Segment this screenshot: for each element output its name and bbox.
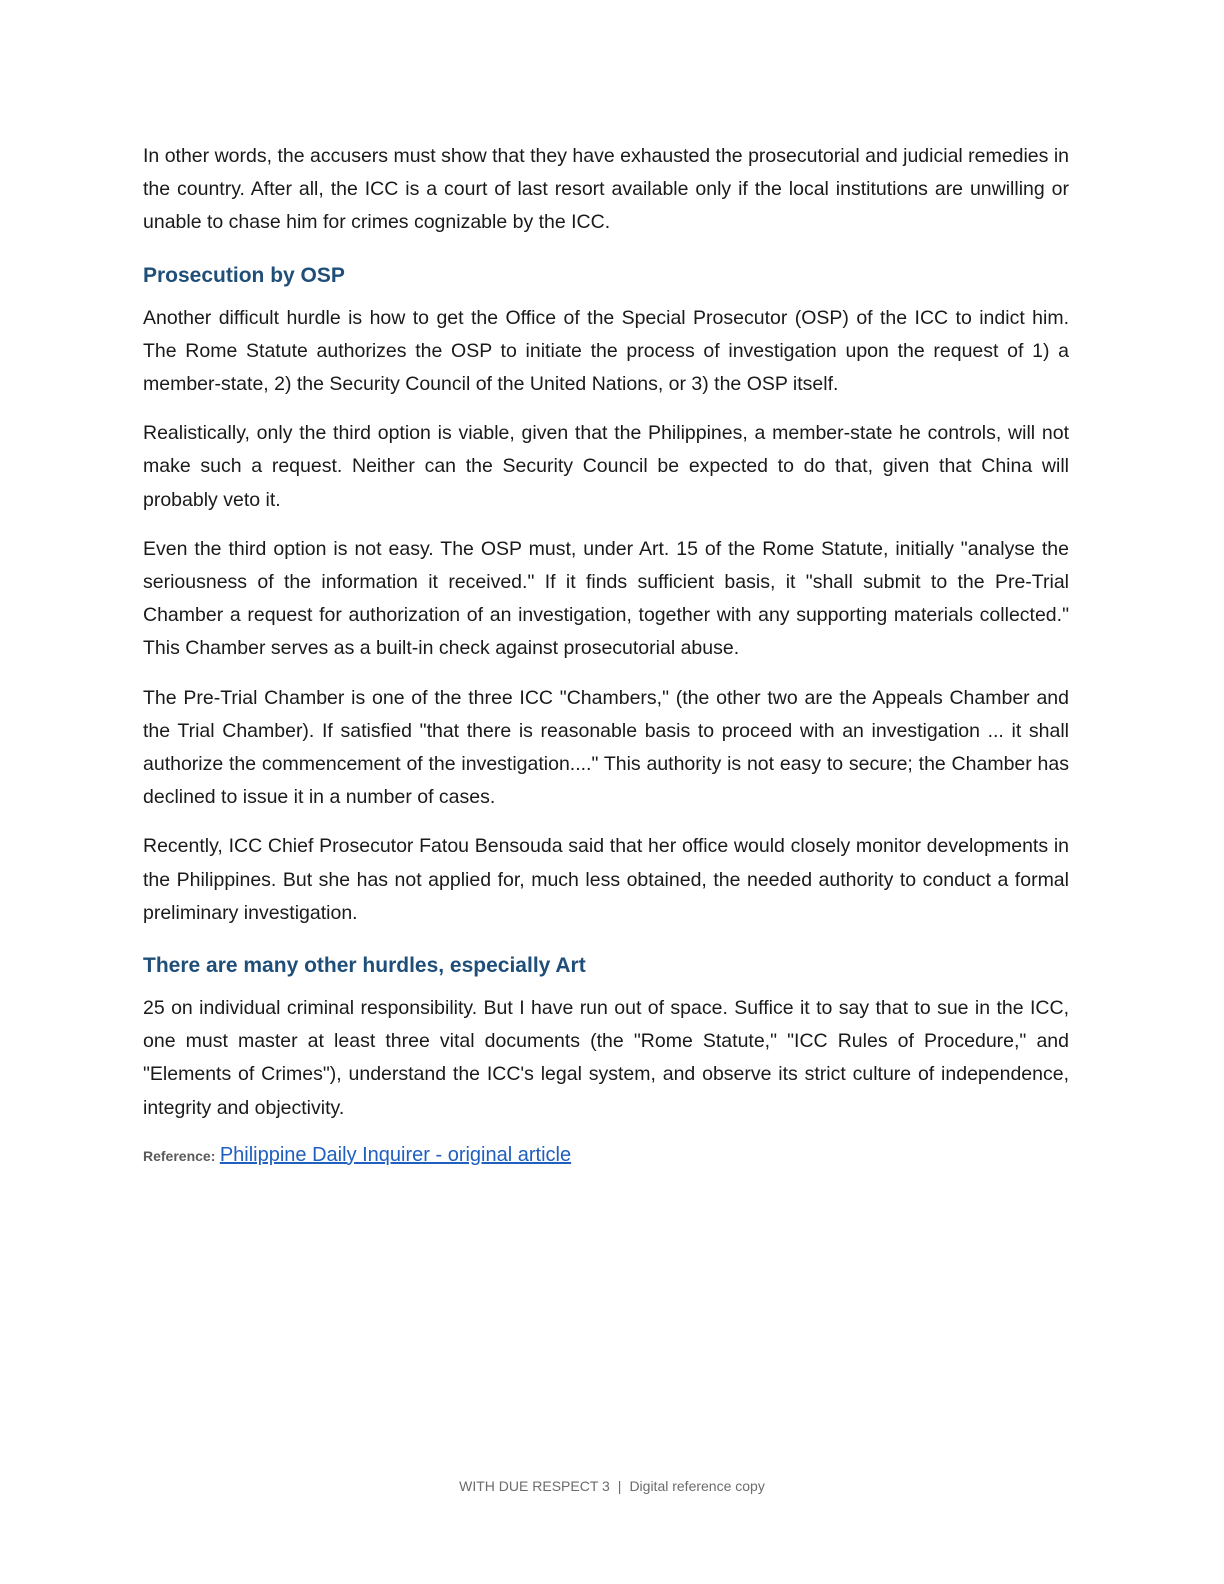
section-heading: There are many other hurdles, especially Art (143, 954, 586, 978)
paragraph: Realistically, only the third option is viable, given that the Philippines, a member-state he controls, will not make such a request. Neither can the Security Council be expected to do that, given that China will probably veto it. (143, 422, 1069, 511)
reference-line (143, 1141, 1069, 1171)
document-body (143, 140, 1069, 1171)
paragraph: In other words, the accusers must show that they have exhausted the prosecutorial and judicial remedies in the country. After all, the ICC is a court of last resort available only if the local institutions are unwilling or unable to chase him for crimes cognizable by the ICC. (143, 145, 1069, 234)
paragraph: 25 on individual criminal responsibility. But I have run out of space. Suffice it to say that to sue in the ICC, one must master at least three vital documents (the "Rome Statute," "ICC Rules of Procedure," and "Elements of Crimes"), understand the ICC's legal system, and observe its strict culture of independence, integrity and objectivity. (143, 997, 1069, 1119)
paragraph: The Pre-Trial Chamber is one of the three ICC "Chambers," (the other two are the Appeals Chamber and the Trial Chamber). If satisfied "that there is reasonable basis to proceed with an investigation ... it shall authorize the commencement of the investigation...." This authority is not easy to secure; the Chamber has declined to issue it in a number of cases. (143, 686, 1069, 809)
page-footer (0, 1478, 1224, 1494)
paragraph: Another difficult hurdle is how to get the Office of the Special Prosecutor (OSP) of the ICC to indict him. The Rome Statute authorizes the OSP to initiate the process of investigation upon the request of 1) a member-state, 2) the Security Council of the United Nations, or 3) the OSP itself. (143, 306, 1069, 396)
paragraph: Even the third option is not easy. The OSP must, under Art. 15 of the Rome Statute, initially "analyse the seriousness of the information it received." If it finds sufficient basis, it "shall submit to the Pre-Trial Chamber a request for authorization of an investigation, together with any supporting materials collected." This Chamber serves as a built-in check against prosecutorial abuse. (143, 537, 1069, 660)
reference-label: Reference: (143, 1147, 216, 1164)
footer-subtitle: Digital reference copy (629, 1478, 765, 1494)
section-heading: Prosecution by OSP (143, 263, 345, 287)
reference-link[interactable]: Philippine Daily Inquirer - original article (219, 1143, 572, 1166)
footer-separator: | (617, 1478, 622, 1494)
footer-title: WITH DUE RESPECT 3 (459, 1478, 610, 1494)
paragraph: Recently, ICC Chief Prosecutor Fatou Bensouda said that her office would closely monitor developments in the Philippines. But she has not applied for, much less obtained, the needed authority to conduct a formal preliminary investigation. (143, 835, 1069, 924)
